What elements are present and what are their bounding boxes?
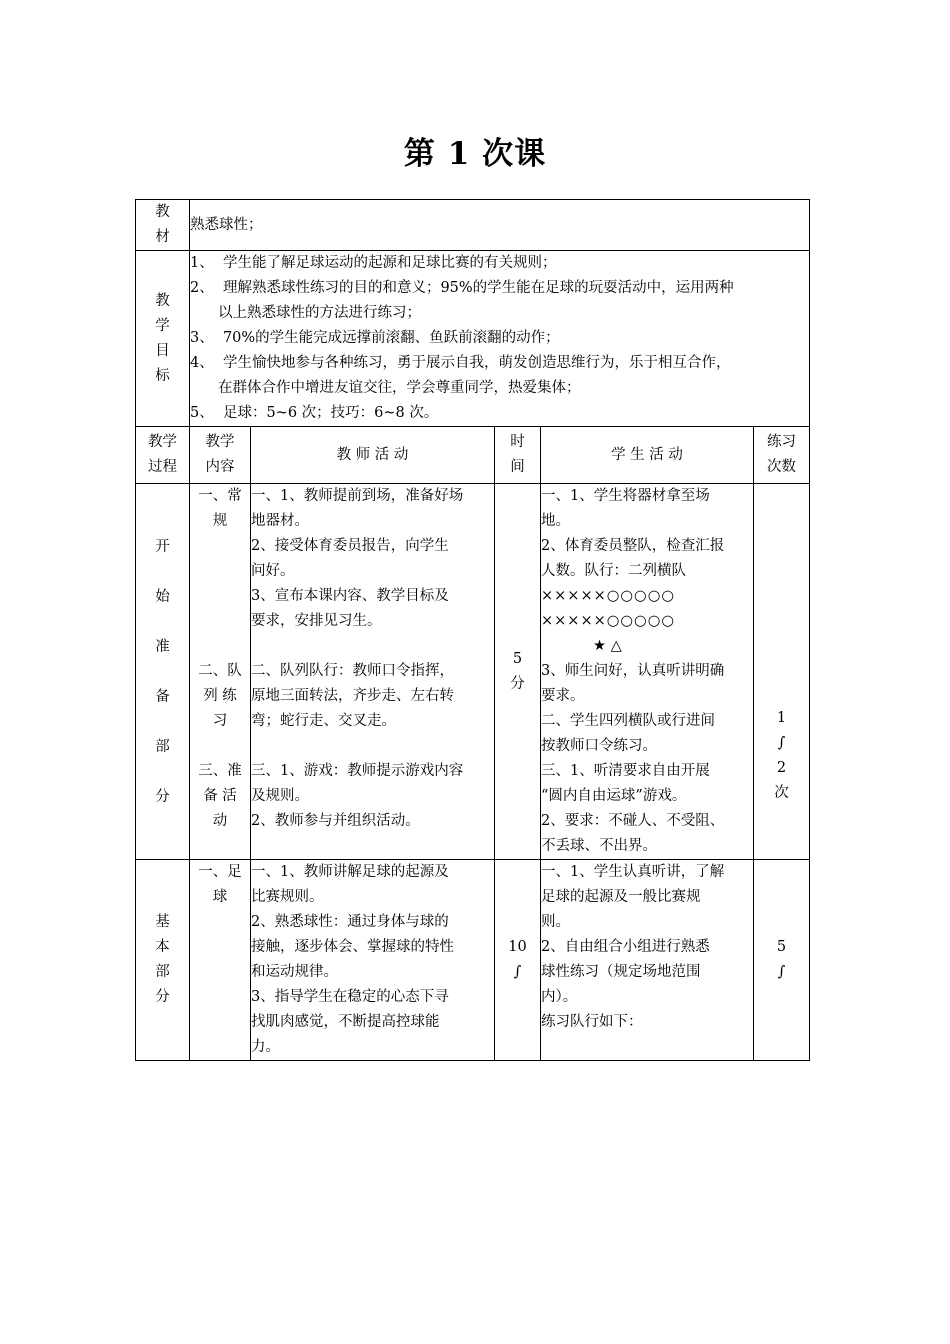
material-value: 熟悉球性； <box>190 200 810 251</box>
student-text: 按教师口令练习。 <box>541 738 657 754</box>
student-text: 3、师生问好，认真听讲明确 <box>541 663 725 679</box>
teacher-text: 3、宣布本课内容、教学目标及 <box>251 588 449 604</box>
objective-text: 70%的学生能完成远撑前滚翻、鱼跃前滚翻的动作； <box>222 330 560 346</box>
time-text: 10 <box>508 939 527 955</box>
student-text: 三、1、听清要求自由开展 <box>541 763 710 779</box>
objective-item <box>190 251 809 276</box>
process-char: 部 <box>155 964 170 980</box>
objective-item <box>190 276 809 326</box>
teacher-text: 比赛规则。 <box>251 889 324 905</box>
teacher-text: 力。 <box>251 1039 280 1055</box>
header-text: 教学 <box>148 434 177 450</box>
teacher-text: 问好。 <box>251 563 295 579</box>
process-char: 本 <box>155 939 170 955</box>
objective-text: 在群体合作中增进友谊交往，学会尊重同学，热爱集体； <box>218 380 581 396</box>
process-char: 部 <box>155 738 170 755</box>
student-text: 足球的起源及一般比赛规 <box>541 889 701 905</box>
teacher-text: 2、熟悉球性：通过身体与球的 <box>251 914 449 930</box>
student-text: 2、体育委员整队，检查汇报 <box>541 538 725 554</box>
time-text: 分 <box>510 675 525 692</box>
content-text: 一、常 <box>198 488 242 504</box>
header-text: 时 <box>510 434 525 450</box>
header-row <box>136 427 810 484</box>
formation-markers: ★ △ <box>593 638 622 654</box>
teacher-text: 一、1、教师讲解足球的起源及 <box>251 864 449 880</box>
content-text: 动 <box>212 813 228 829</box>
header-count <box>754 427 810 484</box>
process-char: 始 <box>155 588 170 605</box>
header-text: 间 <box>510 459 525 475</box>
teacher-text: 二、队列队行：教师口令指挥， <box>251 663 454 679</box>
process-char: 分 <box>155 788 170 805</box>
section2-student <box>541 860 754 1061</box>
section2-content <box>190 860 251 1061</box>
student-text: 地。 <box>541 513 570 529</box>
student-text: 一、1、学生将器材拿至场 <box>541 488 710 504</box>
section-basic <box>136 860 810 1061</box>
section1-content <box>190 484 251 860</box>
process-char: 分 <box>155 989 170 1005</box>
teacher-text: 3、指导学生在稳定的心态下寻 <box>251 989 449 1005</box>
content-text: 球 <box>212 889 228 905</box>
student-text: 人数。队行：二列横队 <box>541 563 686 579</box>
objectives-label-char: 标 <box>155 367 170 384</box>
objective-number: 4、 <box>190 355 214 371</box>
process-char: 备 <box>155 688 170 705</box>
content-text: 列 练 <box>203 688 237 704</box>
teacher-text: 及规则。 <box>251 788 309 804</box>
student-text: 不丢球、不出界。 <box>541 838 657 854</box>
section1-teacher <box>251 484 495 860</box>
process-char: 开 <box>155 538 170 555</box>
objective-number: 5、 <box>190 405 214 421</box>
student-text: 练习队行如下： <box>541 1014 643 1030</box>
student-text: “圆内自由运球”游戏。 <box>541 788 687 804</box>
student-text: 2、自由组合小组进行熟悉 <box>541 939 710 955</box>
teacher-text: 三、1、游戏：教师提示游戏内容 <box>251 763 464 779</box>
teacher-text: 2、接受体育委员报告，向学生 <box>251 538 449 554</box>
process-char: 基 <box>155 914 170 930</box>
teacher-text: 地器材。 <box>251 513 309 529</box>
student-text: 二、学生四列横队或行进间 <box>541 713 715 729</box>
material-label-char: 教 <box>155 204 170 220</box>
header-text: 过程 <box>148 459 177 475</box>
section1-time <box>495 484 541 860</box>
section2-count <box>754 860 810 1061</box>
objectives-label-char: 目 <box>155 342 170 359</box>
objective-text: 学生能了解足球运动的起源和足球比赛的有关规则； <box>222 255 557 271</box>
material-label <box>136 200 190 251</box>
header-time <box>495 427 541 484</box>
content-text: 一、足 <box>198 864 242 880</box>
objective-item <box>190 401 809 426</box>
time-text: 5 <box>512 650 523 667</box>
header-text: 内容 <box>205 459 235 475</box>
header-process <box>136 427 190 484</box>
objective-number: 1、 <box>190 255 214 271</box>
section1-student <box>541 484 754 860</box>
header-content <box>190 427 251 484</box>
section2-process <box>136 860 190 1061</box>
teacher-text: 要求，安排见习生。 <box>251 613 382 629</box>
material-row <box>136 200 810 251</box>
count-text: 1 <box>776 710 787 726</box>
count-text: ∫ <box>777 735 786 751</box>
objectives-label-char: 教 <box>155 292 170 309</box>
objective-number: 3、 <box>190 330 214 346</box>
student-text: 一、1、学生认真听讲，了解 <box>541 864 725 880</box>
objectives-label <box>136 251 190 427</box>
objective-text: 学生愉快地参与各种练习，勇于展示自我，萌发创造思维行为，乐于相互合作， <box>222 355 731 371</box>
section-start-prep <box>136 484 810 860</box>
objective-text: 足球：5~6 次；技巧：6~8 次。 <box>222 405 439 421</box>
section1-count <box>754 484 810 860</box>
objective-item <box>190 326 809 351</box>
formation-row: ×××××○○○○○ <box>541 588 676 604</box>
student-text: 则。 <box>541 914 570 930</box>
objective-number: 2、 <box>190 280 214 296</box>
objective-item <box>190 351 809 401</box>
material-label-char: 材 <box>155 229 170 245</box>
count-text: ∫ <box>777 964 786 980</box>
student-text: 球性练习（规定场地范围 <box>541 964 701 980</box>
teacher-text: 找肌肉感觉，不断提高控球能 <box>251 1014 440 1030</box>
teacher-text: 一、1、教师提前到场，准备好场 <box>251 488 464 504</box>
student-text: 2、要求：不碰人、不受阻、 <box>541 813 725 829</box>
header-text: 教学 <box>205 434 235 450</box>
content-text: 规 <box>212 513 228 529</box>
content-text: 备 活 <box>203 788 237 804</box>
header-text: 次数 <box>767 459 797 475</box>
time-text: ∫ <box>513 964 522 980</box>
teacher-text: 和运动规律。 <box>251 964 338 980</box>
section1-process <box>136 484 190 860</box>
page-title: 第 1 次课 <box>403 136 547 172</box>
objectives-list <box>190 251 810 427</box>
content-text: 二、队 <box>198 663 242 679</box>
objectives-label-char: 学 <box>155 317 170 334</box>
header-text: 练习 <box>767 434 797 450</box>
section2-teacher <box>251 860 495 1061</box>
section2-time <box>495 860 541 1061</box>
content-text: 习 <box>212 713 228 729</box>
teacher-text: 2、教师参与并组织活动。 <box>251 813 420 829</box>
header-student: 学 生 活 动 <box>541 427 754 484</box>
count-text: 次 <box>774 785 789 801</box>
process-char: 准 <box>155 638 170 655</box>
objectives-row <box>136 251 810 427</box>
content-text: 三、准 <box>198 763 242 779</box>
student-text: 内）。 <box>541 989 578 1005</box>
teacher-text: 接触，逐步体会、掌握球的特性 <box>251 939 454 955</box>
count-text: 5 <box>776 939 787 955</box>
count-text: 2 <box>776 760 787 776</box>
teacher-text: 弯；蛇行走、交叉走。 <box>251 713 396 729</box>
formation-row: ×××××○○○○○ <box>541 613 676 629</box>
teacher-text: 原地三面转法，齐步走、左右转 <box>251 688 454 704</box>
objective-text: 理解熟悉球性练习的目的和意义；95%的学生能在足球的玩耍活动中，运用两种 <box>222 280 734 296</box>
student-text: 要求。 <box>541 688 585 704</box>
lesson-plan-table <box>135 199 810 1061</box>
header-teacher: 教 师 活 动 <box>251 427 495 484</box>
objective-text: 以上熟悉球性的方法进行练习； <box>218 305 421 321</box>
